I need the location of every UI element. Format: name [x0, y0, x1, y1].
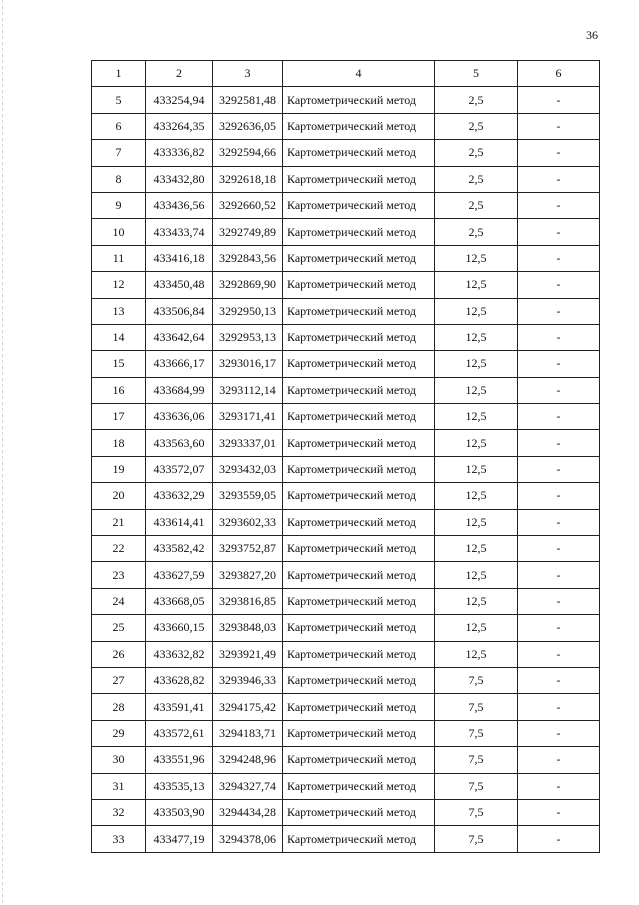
accuracy-cell: 7,5	[435, 773, 518, 799]
note-cell: -	[518, 87, 600, 113]
point-number-cell: 25	[92, 615, 146, 641]
y-coordinate-cell: 3293816,85	[213, 588, 283, 614]
column-header: 4	[283, 61, 435, 87]
table-row	[92, 826, 600, 852]
accuracy-cell: 2,5	[435, 219, 518, 245]
x-coordinate-cell: 433551,96	[146, 747, 213, 773]
note-cell: -	[518, 456, 600, 482]
point-number-cell: 30	[92, 747, 146, 773]
page-edge	[2, 0, 3, 905]
y-coordinate-cell: 3293752,87	[213, 536, 283, 562]
table-body	[92, 87, 600, 852]
accuracy-cell: 12,5	[435, 562, 518, 588]
point-number-cell: 29	[92, 720, 146, 746]
accuracy-cell: 12,5	[435, 536, 518, 562]
table-row	[92, 720, 600, 746]
method-cell: Картометрический метод	[283, 588, 435, 614]
accuracy-cell: 2,5	[435, 87, 518, 113]
method-cell: Картометрический метод	[283, 615, 435, 641]
x-coordinate-cell: 433572,07	[146, 456, 213, 482]
accuracy-cell: 7,5	[435, 720, 518, 746]
method-cell: Картометрический метод	[283, 694, 435, 720]
table-row	[92, 509, 600, 535]
x-coordinate-cell: 433264,35	[146, 113, 213, 139]
accuracy-cell: 2,5	[435, 113, 518, 139]
accuracy-cell: 12,5	[435, 588, 518, 614]
accuracy-cell: 12,5	[435, 324, 518, 350]
table-row	[92, 641, 600, 667]
note-cell: -	[518, 404, 600, 430]
x-coordinate-cell: 433582,42	[146, 536, 213, 562]
column-header: 1	[92, 61, 146, 87]
table-row	[92, 166, 600, 192]
note-cell: -	[518, 351, 600, 377]
method-cell: Картометрический метод	[283, 430, 435, 456]
y-coordinate-cell: 3293171,41	[213, 404, 283, 430]
point-number-cell: 19	[92, 456, 146, 482]
note-cell: -	[518, 773, 600, 799]
point-number-cell: 7	[92, 140, 146, 166]
column-header: 6	[518, 61, 600, 87]
y-coordinate-cell: 3293827,20	[213, 562, 283, 588]
point-number-cell: 15	[92, 351, 146, 377]
accuracy-cell: 12,5	[435, 509, 518, 535]
x-coordinate-cell: 433684,99	[146, 377, 213, 403]
y-coordinate-cell: 3293946,33	[213, 667, 283, 693]
y-coordinate-cell: 3293016,17	[213, 351, 283, 377]
accuracy-cell: 7,5	[435, 747, 518, 773]
table-row	[92, 113, 600, 139]
note-cell: -	[518, 747, 600, 773]
x-coordinate-cell: 433632,82	[146, 641, 213, 667]
y-coordinate-cell: 3292950,13	[213, 298, 283, 324]
table-row	[92, 747, 600, 773]
table-row	[92, 615, 600, 641]
accuracy-cell: 12,5	[435, 404, 518, 430]
note-cell: -	[518, 272, 600, 298]
y-coordinate-cell: 3294183,71	[213, 720, 283, 746]
note-cell: -	[518, 615, 600, 641]
table-row	[92, 87, 600, 113]
note-cell: -	[518, 377, 600, 403]
x-coordinate-cell: 433503,90	[146, 799, 213, 825]
y-coordinate-cell: 3294434,28	[213, 799, 283, 825]
x-coordinate-cell: 433642,64	[146, 324, 213, 350]
x-coordinate-cell: 433563,60	[146, 430, 213, 456]
note-cell: -	[518, 694, 600, 720]
y-coordinate-cell: 3293337,01	[213, 430, 283, 456]
table-row	[92, 483, 600, 509]
x-coordinate-cell: 433336,82	[146, 140, 213, 166]
column-header: 2	[146, 61, 213, 87]
accuracy-cell: 12,5	[435, 430, 518, 456]
note-cell: -	[518, 483, 600, 509]
method-cell: Картометрический метод	[283, 826, 435, 852]
method-cell: Картометрический метод	[283, 562, 435, 588]
table-row	[92, 773, 600, 799]
point-number-cell: 32	[92, 799, 146, 825]
point-number-cell: 22	[92, 536, 146, 562]
accuracy-cell: 12,5	[435, 615, 518, 641]
y-coordinate-cell: 3293602,33	[213, 509, 283, 535]
method-cell: Картометрический метод	[283, 351, 435, 377]
point-number-cell: 18	[92, 430, 146, 456]
point-number-cell: 6	[92, 113, 146, 139]
method-cell: Картометрический метод	[283, 641, 435, 667]
page-number: 36	[586, 28, 598, 42]
method-cell: Картометрический метод	[283, 720, 435, 746]
note-cell: -	[518, 826, 600, 852]
point-number-cell: 5	[92, 87, 146, 113]
note-cell: -	[518, 324, 600, 350]
x-coordinate-cell: 433632,29	[146, 483, 213, 509]
note-cell: -	[518, 562, 600, 588]
table-row	[92, 667, 600, 693]
accuracy-cell: 7,5	[435, 667, 518, 693]
table-row	[92, 404, 600, 430]
y-coordinate-cell: 3292636,05	[213, 113, 283, 139]
y-coordinate-cell: 3292594,66	[213, 140, 283, 166]
x-coordinate-cell: 433572,61	[146, 720, 213, 746]
x-coordinate-cell: 433254,94	[146, 87, 213, 113]
y-coordinate-cell: 3293112,14	[213, 377, 283, 403]
note-cell: -	[518, 536, 600, 562]
x-coordinate-cell: 433628,82	[146, 667, 213, 693]
coordinates-table	[91, 60, 600, 853]
accuracy-cell: 12,5	[435, 298, 518, 324]
method-cell: Картометрический метод	[283, 298, 435, 324]
table-row	[92, 456, 600, 482]
point-number-cell: 9	[92, 192, 146, 218]
note-cell: -	[518, 509, 600, 535]
x-coordinate-cell: 433614,41	[146, 509, 213, 535]
table-header-row	[92, 61, 600, 87]
note-cell: -	[518, 588, 600, 614]
y-coordinate-cell: 3292618,18	[213, 166, 283, 192]
x-coordinate-cell: 433666,17	[146, 351, 213, 377]
method-cell: Картометрический метод	[283, 404, 435, 430]
method-cell: Картометрический метод	[283, 113, 435, 139]
note-cell: -	[518, 140, 600, 166]
method-cell: Картометрический метод	[283, 667, 435, 693]
accuracy-cell: 2,5	[435, 140, 518, 166]
point-number-cell: 31	[92, 773, 146, 799]
accuracy-cell: 7,5	[435, 826, 518, 852]
x-coordinate-cell: 433636,06	[146, 404, 213, 430]
method-cell: Картометрический метод	[283, 324, 435, 350]
y-coordinate-cell: 3294175,42	[213, 694, 283, 720]
y-coordinate-cell: 3292749,89	[213, 219, 283, 245]
column-header: 3	[213, 61, 283, 87]
note-cell: -	[518, 720, 600, 746]
y-coordinate-cell: 3293921,49	[213, 641, 283, 667]
method-cell: Картометрический метод	[283, 166, 435, 192]
y-coordinate-cell: 3292660,52	[213, 192, 283, 218]
table-row	[92, 298, 600, 324]
note-cell: -	[518, 641, 600, 667]
x-coordinate-cell: 433668,05	[146, 588, 213, 614]
accuracy-cell: 12,5	[435, 456, 518, 482]
method-cell: Картометрический метод	[283, 456, 435, 482]
point-number-cell: 8	[92, 166, 146, 192]
y-coordinate-cell: 3292869,90	[213, 272, 283, 298]
note-cell: -	[518, 799, 600, 825]
table-row	[92, 272, 600, 298]
table-row	[92, 324, 600, 350]
x-coordinate-cell: 433416,18	[146, 245, 213, 271]
table-row	[92, 140, 600, 166]
x-coordinate-cell: 433591,41	[146, 694, 213, 720]
table-row	[92, 219, 600, 245]
accuracy-cell: 12,5	[435, 351, 518, 377]
method-cell: Картометрический метод	[283, 192, 435, 218]
method-cell: Картометрический метод	[283, 245, 435, 271]
y-coordinate-cell: 3292953,13	[213, 324, 283, 350]
point-number-cell: 33	[92, 826, 146, 852]
x-coordinate-cell: 433432,80	[146, 166, 213, 192]
x-coordinate-cell: 433535,13	[146, 773, 213, 799]
x-coordinate-cell: 433450,48	[146, 272, 213, 298]
point-number-cell: 26	[92, 641, 146, 667]
table-row	[92, 799, 600, 825]
method-cell: Картометрический метод	[283, 483, 435, 509]
accuracy-cell: 7,5	[435, 799, 518, 825]
method-cell: Картометрический метод	[283, 509, 435, 535]
method-cell: Картометрический метод	[283, 747, 435, 773]
x-coordinate-cell: 433433,74	[146, 219, 213, 245]
table-row	[92, 562, 600, 588]
method-cell: Картометрический метод	[283, 87, 435, 113]
point-number-cell: 13	[92, 298, 146, 324]
column-header: 5	[435, 61, 518, 87]
note-cell: -	[518, 430, 600, 456]
table-row	[92, 430, 600, 456]
table-row	[92, 536, 600, 562]
x-coordinate-cell: 433627,59	[146, 562, 213, 588]
point-number-cell: 14	[92, 324, 146, 350]
method-cell: Картометрический метод	[283, 799, 435, 825]
method-cell: Картометрический метод	[283, 219, 435, 245]
method-cell: Картометрический метод	[283, 377, 435, 403]
y-coordinate-cell: 3294248,96	[213, 747, 283, 773]
point-number-cell: 28	[92, 694, 146, 720]
y-coordinate-cell: 3292843,56	[213, 245, 283, 271]
note-cell: -	[518, 667, 600, 693]
note-cell: -	[518, 113, 600, 139]
table-row	[92, 192, 600, 218]
accuracy-cell: 7,5	[435, 694, 518, 720]
x-coordinate-cell: 433660,15	[146, 615, 213, 641]
point-number-cell: 23	[92, 562, 146, 588]
method-cell: Картометрический метод	[283, 536, 435, 562]
point-number-cell: 24	[92, 588, 146, 614]
point-number-cell: 12	[92, 272, 146, 298]
point-number-cell: 20	[92, 483, 146, 509]
point-number-cell: 21	[92, 509, 146, 535]
accuracy-cell: 2,5	[435, 192, 518, 218]
method-cell: Картометрический метод	[283, 272, 435, 298]
table-row	[92, 377, 600, 403]
point-number-cell: 11	[92, 245, 146, 271]
point-number-cell: 16	[92, 377, 146, 403]
note-cell: -	[518, 298, 600, 324]
note-cell: -	[518, 219, 600, 245]
x-coordinate-cell: 433506,84	[146, 298, 213, 324]
y-coordinate-cell: 3294327,74	[213, 773, 283, 799]
note-cell: -	[518, 245, 600, 271]
table-row	[92, 351, 600, 377]
x-coordinate-cell: 433436,56	[146, 192, 213, 218]
y-coordinate-cell: 3293432,03	[213, 456, 283, 482]
y-coordinate-cell: 3294378,06	[213, 826, 283, 852]
accuracy-cell: 12,5	[435, 641, 518, 667]
accuracy-cell: 12,5	[435, 377, 518, 403]
note-cell: -	[518, 166, 600, 192]
table-row	[92, 694, 600, 720]
accuracy-cell: 12,5	[435, 483, 518, 509]
accuracy-cell: 12,5	[435, 272, 518, 298]
table-row	[92, 245, 600, 271]
method-cell: Картометрический метод	[283, 140, 435, 166]
table-row	[92, 588, 600, 614]
y-coordinate-cell: 3292581,48	[213, 87, 283, 113]
point-number-cell: 10	[92, 219, 146, 245]
note-cell: -	[518, 192, 600, 218]
point-number-cell: 27	[92, 667, 146, 693]
x-coordinate-cell: 433477,19	[146, 826, 213, 852]
accuracy-cell: 12,5	[435, 245, 518, 271]
y-coordinate-cell: 3293848,03	[213, 615, 283, 641]
point-number-cell: 17	[92, 404, 146, 430]
accuracy-cell: 2,5	[435, 166, 518, 192]
y-coordinate-cell: 3293559,05	[213, 483, 283, 509]
method-cell: Картометрический метод	[283, 773, 435, 799]
